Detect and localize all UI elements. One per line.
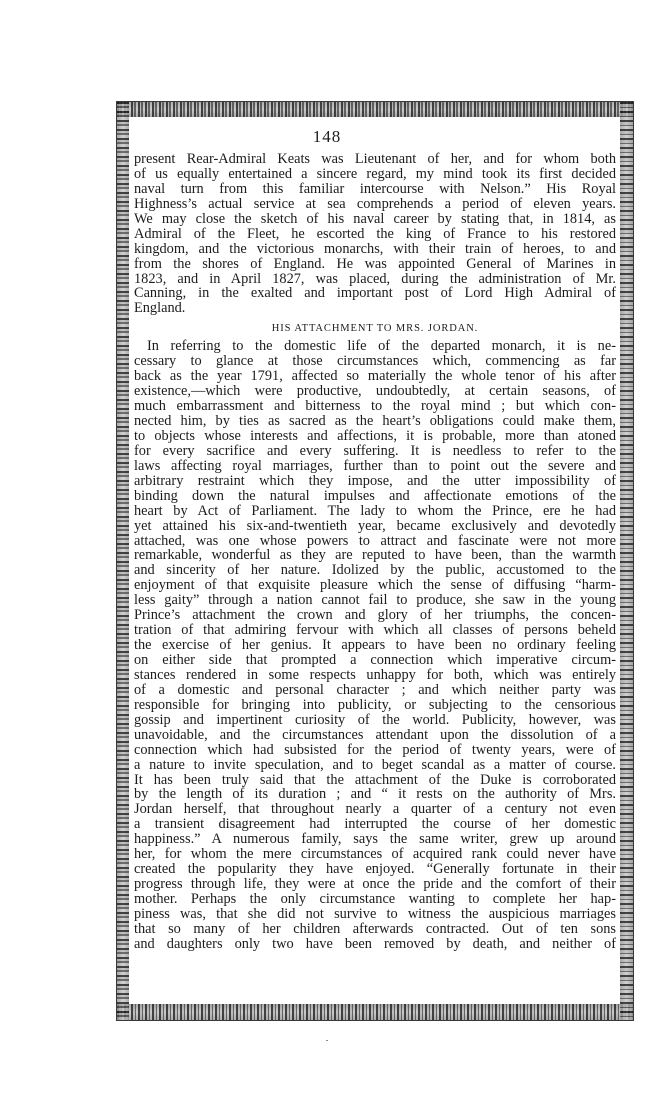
text-line: In referring to the domestic life of the departed monarch, it is ne-: [147, 338, 616, 355]
text-line: mother. Perhaps the only circumstance wanting to complete her hap-: [134, 891, 616, 907]
page-body: [134, 152, 616, 952]
ornamental-border-bottom: [117, 1004, 633, 1020]
text-line: enjoyment of that exquisite pleasure which the sense of diffusing “harm-: [134, 577, 616, 594]
text-line: Jordan herself, that throughout nearly a quarter of a century not even: [134, 801, 616, 818]
text-line: laws affecting royal marriages, further than to point out the severe and: [134, 457, 616, 474]
text-line: England.: [134, 300, 186, 317]
text-line: cessary to glance at those circumstances which, commencing as far: [134, 353, 616, 370]
text-line: less gaity” through a nation cannot fail to produce, she saw in the young: [134, 592, 616, 609]
text-line: back as the year 1791, affected so materially the whole tenor of his after: [134, 368, 616, 385]
text-line: 1823, and in April 1827, was placed, during the administration of Mr.: [134, 270, 616, 287]
text-line: of us equally entertained a sincere regard, my mind took its first decided: [134, 165, 616, 182]
section-heading: HIS ATTACHMENT TO MRS. JORDAN.: [271, 323, 479, 335]
ornamental-border-top: [117, 102, 633, 117]
ornamental-border-left: [117, 102, 129, 1020]
text-line: remarkable, wonderful as they are reputed to have been, than the warmth: [134, 547, 616, 564]
text-line: yet attained his six-and-twentieth year, became exclusively and devotedly: [134, 517, 616, 534]
text-line: Canning, in the exalted and important post of Lord High Admiral of: [134, 285, 616, 302]
text-line: on either side that prompted a connection which imperative circum-: [134, 652, 616, 668]
scan-speck: [326, 1040, 328, 1041]
text-line: her, for whom the mere circumstances of acquired rank could never have: [134, 846, 616, 863]
text-line: piness was, that she did not survive to witness the auspicious marriages: [134, 905, 616, 922]
text-line: responsible for bringing into publicity, or subjecting to the censorious: [134, 696, 616, 713]
text-line: Prince’s attachment the crown and glory of her triumphs, the concen-: [134, 607, 616, 624]
text-line: created the popularity they have enjoyed. “Generally fortunate in their: [134, 861, 616, 878]
page-number: 148: [312, 127, 342, 146]
text-line: present Rear-Admiral Keats was Lieutenant of her, and for whom both: [134, 151, 616, 167]
paragraph-attachment: [134, 339, 616, 951]
text-line: and sincerity of her nature. Idolized by the public, accustomed to the: [134, 562, 616, 579]
text-line: Highness’s actual service at sea comprehends a period of eleven years.: [134, 195, 616, 212]
text-line: connection which had subsisted for the period of twenty years, were of: [134, 741, 616, 758]
text-line: of a domestic and personal character ; and which neither party was: [134, 681, 616, 698]
text-line: arbitrary restraint which they impose, and the utter impossibility of: [134, 472, 616, 489]
text-line: attached, was one whose powers to attract and fascinate were not more: [134, 532, 616, 549]
text-line: the exercise of her genius. It appears to have been no ordinary feeling: [134, 637, 616, 654]
text-line: naval turn from this familiar intercourse with Nelson.” His Royal: [134, 180, 616, 197]
text-line: to objects whose interests and affections, it is probable, more than atoned: [134, 427, 616, 444]
text-line: happiness.” A numerous family, says the same writer, grew up around: [134, 831, 616, 848]
text-line: gossip and impertinent curiosity of the world. Publicity, however, was: [134, 711, 616, 728]
paragraph-naval-career: [134, 152, 616, 316]
text-line: stances rendered in some respects unhappy for both, which was entirely: [134, 666, 616, 683]
text-line: binding down the natural impulses and affectionate emotions of the: [134, 487, 616, 504]
text-line: It has been truly said that the attachment of the Duke is corroborated: [134, 771, 616, 788]
text-line: much embarrassment and bitterness to the royal mind ; but which con-: [134, 398, 616, 415]
text-line: by the length of its duration ; and “ it rests on the authority of Mrs.: [134, 786, 616, 803]
ornamental-border-right: [620, 102, 633, 1020]
text-line: existence,—which were productive, undoubtedly, at certain seasons, of: [134, 383, 616, 400]
text-line: that so many of her children afterwards contracted. Out of ten sons: [134, 920, 616, 937]
text-line: unavoidable, and the circumstances attendant upon the dissolution of a: [134, 726, 616, 743]
text-line: a transient disagreement had interrupted the course of her domestic: [134, 816, 616, 833]
text-line: nected him, by ties as sacred as the heart’s obligations could make them,: [134, 413, 616, 429]
text-line: from the shores of England. He was appointed General of Marines in: [134, 255, 616, 272]
text-line: We may close the sketch of his naval career by stating that, in 1814, as: [134, 210, 616, 227]
text-line: kingdom, and the victorious monarchs, with their train of heroes, to and: [134, 240, 616, 257]
text-line: progress through life, they were at once the pride and the comfort of their: [134, 876, 616, 893]
text-line: Admiral of the Fleet, he escorted the king of France to his restored: [134, 225, 616, 242]
text-line: a nature to invite speculation, and to beget scandal as a matter of course.: [134, 756, 616, 773]
text-line: heart by Act of Parliament. The lady to whom the Prince, ere he had: [134, 502, 616, 519]
text-line: for every sacrifice and every suffering. It is needless to refer to the: [134, 442, 616, 459]
text-line: and daughters only two have been removed by death, and neither of: [134, 935, 616, 952]
text-line: tration of that admiring fervour with which all classes of persons beheld: [134, 622, 616, 639]
